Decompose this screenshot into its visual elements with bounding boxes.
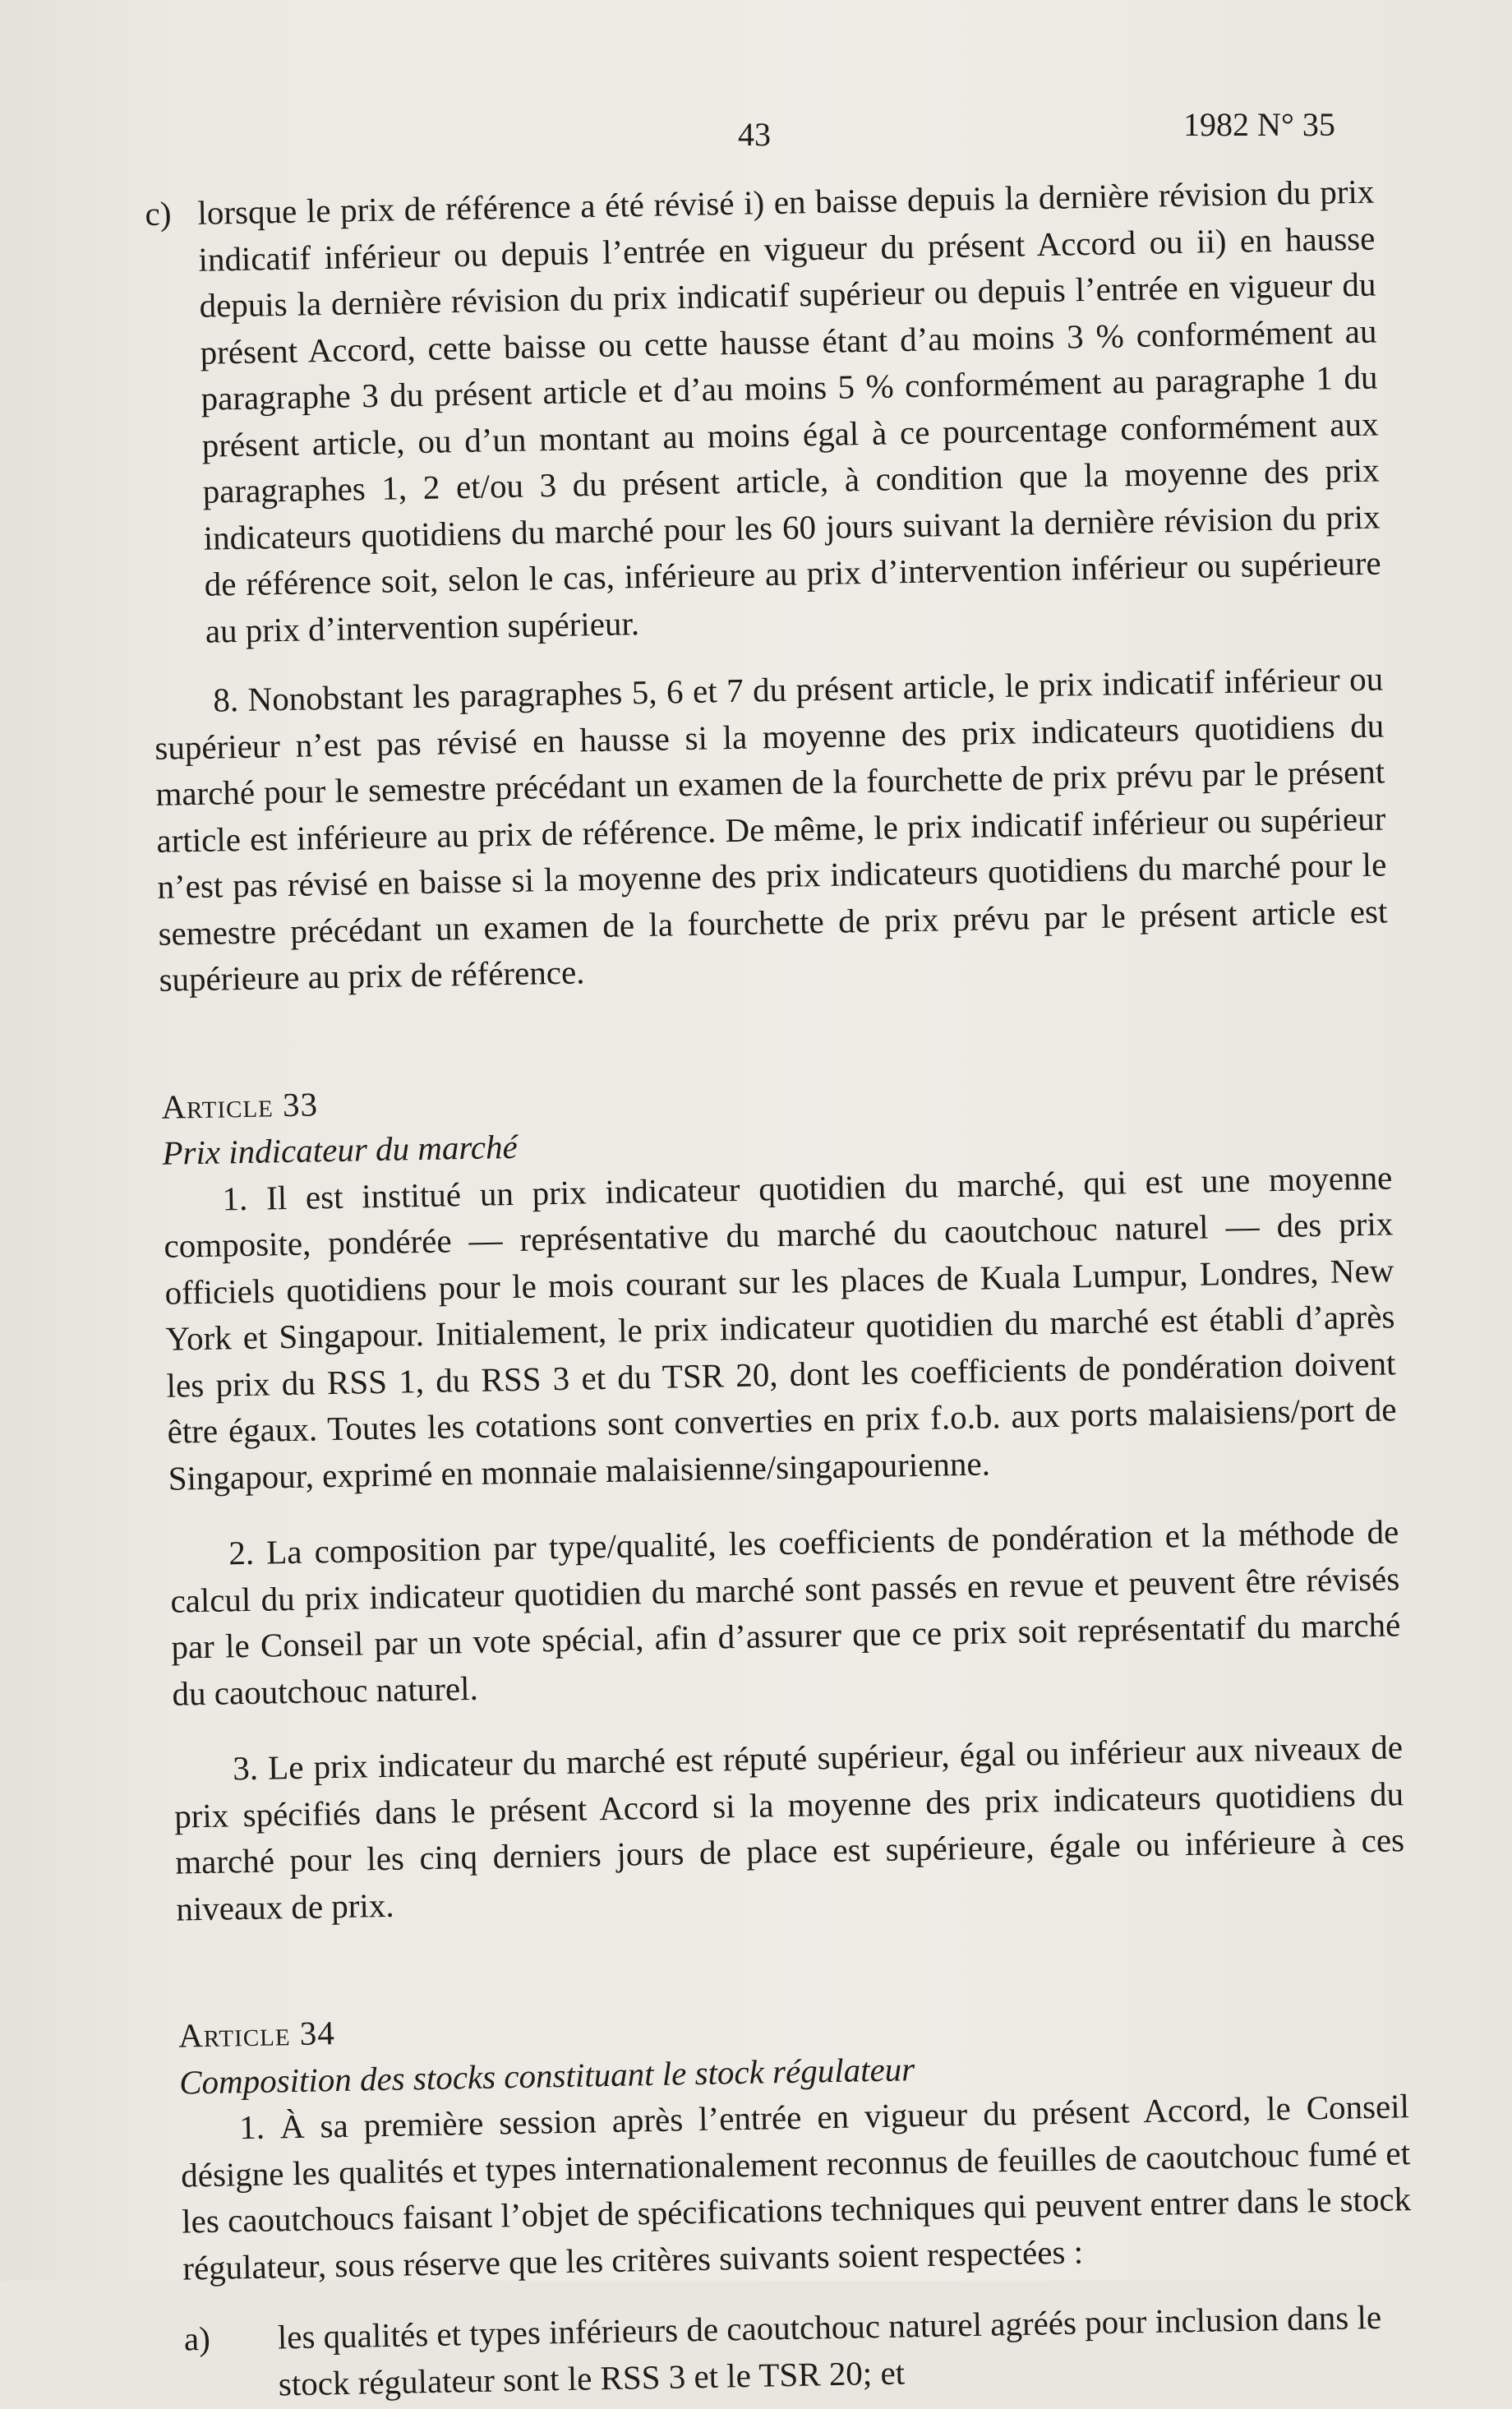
item-c (145, 168, 1382, 655)
article-34-paragraph-1: 1. À sa première session après l’entrée en vigueur du présent Accord, le Conseil désigne les qualités et types internationalement reconnus de feuilles de caoutchouc fumé et les caoutchoucs faisant l’objet de spécifications techniques qui peuvent entrer dans le stock régulateur, sous réserve que les critères suivants soient respectées : (180, 2087, 1412, 2287)
article-33-subtitle: Prix indicateur du marché (162, 1127, 519, 1172)
article-34-subtitle: Composition des stocks constituant le stock régulateur (178, 2049, 915, 2102)
item-c-label: c) (145, 194, 172, 233)
article-34-item-a (183, 2293, 1414, 2408)
paragraph-8: 8. Nonobstant les paragraphes 5, 6 et 7 du présent article, le prix indicatif inférieur ou supérieur n’est pas révisé en hausse si la moyenne des prix indicateurs quotidiens du marché pour le semestre précédant un examen de la fourchette de prix prévu par le présent article est inférieure au prix de référence. De même, le prix indicatif inférieur ou supérieur n’est pas révisé en baisse si la moyenne des prix indicateurs quotidiens du marché pour le semestre précédant un examen de la fourchette de prix prévu par le présent article est supérieure au prix de référence. (154, 659, 1388, 999)
page-header (0, 105, 1512, 155)
item-c-text: lorsque le prix de référence a été révisé i) en baisse depuis la dernière révision du prix indicatif inférieur ou depuis l’entrée en vigueur du présent Accord ou ii) en hausse depuis la dernière révision du prix indicatif supérieur ou depuis l’entrée en vigueur du présent Accord, cette baisse ou cette hausse étant d’au moins 3 % conformément au paragraphe 3 du présent article et d’au moins 5 % conformément au paragraphe 1 du présent article, ou d’un montant au moins égal à ce pourcentage conformément aux paragraphes 1, 2 et/ou 3 du présent article, à condition que la moyenne des prix indicateurs quotidiens du marché pour les 60 jours suivant la dernière révision du prix de référence soit, selon le cas, inférieure au prix d’intervention inférieur ou supérieure au prix d’intervention supérieur. (197, 172, 1381, 650)
page-number: 43 (738, 116, 771, 153)
article-33-paragraph-2: 2. La composition par type/qualité, les coefficients de pondération et la méthode de calcul du prix indicateur quotidien du marché sont passés en revue et peuvent être révisés par le Conseil par un vote spécial, afin d’assurer que ce prix soit représentatif du marché du caoutchouc naturel. (170, 1512, 1401, 1713)
article-33-paragraph-1: 1. Il est institué un prix indicateur quotidien du marché, qui est une moyenne composite, pondérée — représentative du marché du caoutchouc naturel — des prix officiels quotidiens pour le mois courant sur les places de Kuala Lumpur, Londres, New York et Singapour. Initialement, le prix indicateur quotidien du marché est établi d’après les prix du RSS 1, du RSS 3 et du TSR 20, dont les coefficients de pondération doivent être égaux. Toutes les cotations sont converties en prix f.o.b. aux ports malaisiens/port de Singapour, exprimé en monnaie malaisienne/singapourienne. (164, 1157, 1397, 1498)
item-a-text: les qualités et types inférieurs de caoutchouc naturel agréés pour inclusion dans le stock régulateur sont le RSS 3 et le TSR 20; et (277, 2297, 1382, 2402)
journal-reference: 1982 N° 35 (1183, 106, 1335, 143)
article-34-title: Article 34 (177, 2014, 336, 2055)
article-33-paragraph-3: 3. Le prix indicateur du marché est réputé supérieur, égal ou inférieur aux niveaux de prix spécifiés dans le présent Accord si la moyenne des prix indicateurs quotidiens du marché pour les cinq derniers jours de place est supérieure, égale ou inférieure à ces niveaux de prix. (173, 1728, 1405, 1928)
item-a-label: a) (183, 2319, 211, 2358)
body-text (145, 168, 1414, 2409)
article-33-title: Article 33 (161, 1084, 319, 1126)
